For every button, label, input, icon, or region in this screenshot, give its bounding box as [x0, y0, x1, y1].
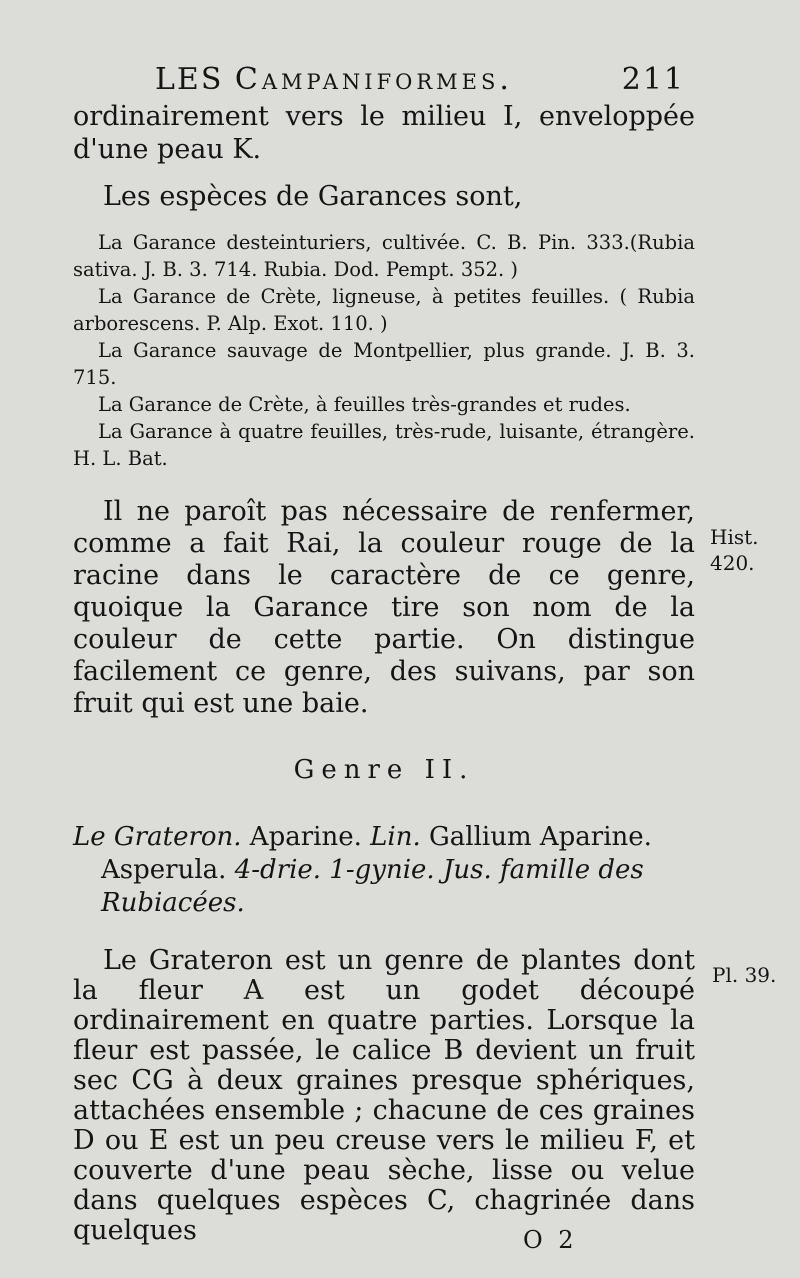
margin-note-line: Hist.: [710, 525, 759, 549]
species-item: La Garance de Crète, à feuilles très-grandes et rudes.: [98, 393, 631, 416]
species-list: [73, 229, 695, 472]
paragraph-grateron: Le Grateron est un genre de plantes dont la fleur A est un godet découpé ordinairement en quatre parties. Lorsque la fleur est passée, le calice B devient un fruit sec CG à deux graines presque sphériques, attachées ensemble ; chacune de ces graines D ou E est un peu creuse vers le milieu F, et couverte d'une peau sèche, lisse ou velue dans quelques espèces C, chagrinée dans quelques: [73, 945, 695, 1246]
page-number: 211: [621, 62, 685, 97]
species-item: La Garance à quatre feuilles, très-rude, luisante, étrangère. H. L. Bat.: [73, 420, 695, 470]
species-title: Les espèces de Garances sont,: [103, 181, 523, 212]
paragraph-genre-note: Il ne paroît pas nécessaire de renfermer, comme a fait Rai, la couleur rouge de la racine dans le caractère de ce genre, quoique la Garance tire son nom de la couleur de cette partie. On distingue facilement ce genre, des suivans, par son fruit qui est une baie.: [73, 496, 695, 719]
signature-mark: O 2: [523, 1226, 578, 1254]
genre-heading: Genre II.: [293, 755, 475, 785]
grateron-synonym: Aparine.: [241, 822, 371, 852]
grateron-heading: [73, 821, 695, 920]
lead-line: ordinairement vers le milieu I, enveloppée d'une peau K.: [73, 101, 695, 165]
species-item: La Garance sauvage de Montpellier, plus grande. J. B. 3. 715.: [73, 339, 695, 389]
margin-note-plate: Pl. 39.: [712, 963, 777, 987]
species-item: La Garance de Crète, ligneuse, à petites feuilles. ( Rubia arborescens. P. Alp. Exot. 110. ): [73, 285, 695, 335]
margin-note-line: 420.: [710, 551, 755, 575]
grateron-class: 4-drie. 1-gynie. Jus. famille des Rubiacées.: [101, 855, 644, 918]
running-header: [155, 62, 685, 97]
grateron-name: Le Grateron.: [73, 822, 242, 852]
margin-note-hist: [710, 524, 759, 576]
running-title-prefix: LES: [155, 62, 224, 97]
grateron-synonyms: Gallium Aparine. Asperula.: [101, 822, 652, 885]
grateron-lin: Lin.: [370, 822, 421, 852]
species-item: La Garance desteinturiers, cultivée. C. B. Pin. 333.(Rubia sativa. J. B. 3. 714. Rubia. Dod. Pempt. 352. ): [73, 231, 695, 281]
main-text: [73, 100, 695, 1246]
running-title: Campaniformes.: [234, 62, 513, 97]
